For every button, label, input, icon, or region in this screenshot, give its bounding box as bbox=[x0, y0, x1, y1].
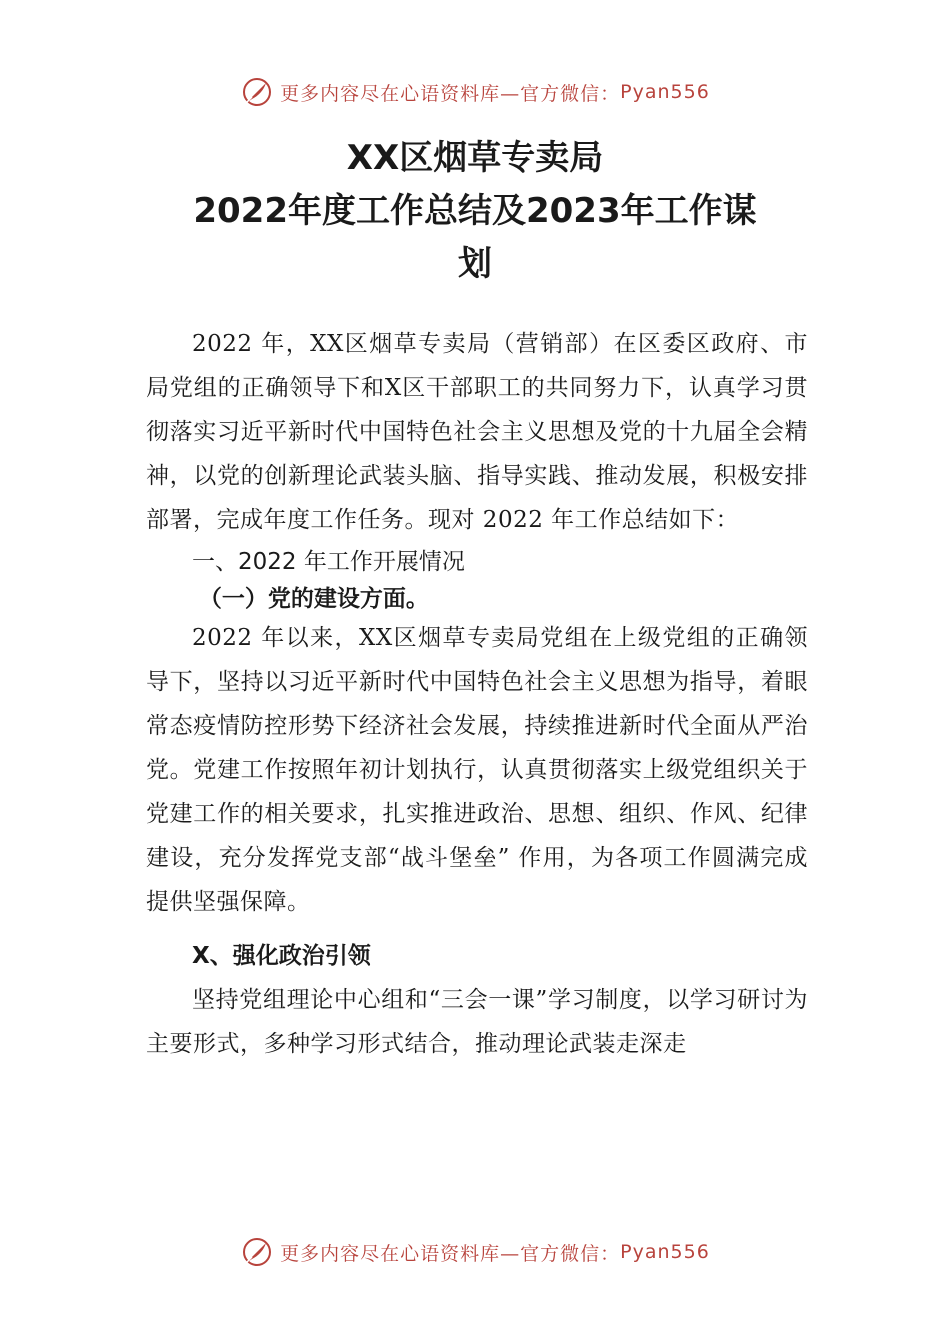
watermark-text: 更多内容尽在心语资料库—官方微信： bbox=[280, 1242, 621, 1265]
watermark-footer bbox=[0, 1232, 950, 1272]
political-guidance-heading: X、强化政治引领 bbox=[192, 943, 371, 969]
quill-logo-icon bbox=[240, 75, 274, 109]
document-body bbox=[146, 322, 808, 1066]
intro-paragraph: 2022 年，XX区烟草专卖局（营销部）在区委区政府、市局党组的正确领导下和X区干部职工的共同努力下，认真学习贯彻落实习近平新时代中国特色社会主义思想及党的十九届全会精神，以党的创新理论武装头脑、指导实践、推动发展，积极安排部署，完成年度工作任务。现对 2022 年工作总结如下： bbox=[146, 331, 808, 533]
watermark-wechat-id: Pyan556 bbox=[620, 1241, 710, 1263]
study-system-paragraph: 坚持党组理论中心组和“三会一课”学习制度，以学习研讨为主要形式，多种学习形式结合，推动理论武装走深走 bbox=[146, 987, 808, 1057]
watermark-wechat-id: Pyan556 bbox=[620, 81, 710, 103]
subsection-heading-1: （一）党的建设方面。 bbox=[198, 586, 429, 612]
document-title bbox=[0, 132, 950, 291]
title-line-3: 划 bbox=[458, 244, 492, 284]
watermark-text: 更多内容尽在心语资料库—官方微信： bbox=[280, 82, 621, 105]
title-line-2: 2022年度工作总结及2023年工作谋 bbox=[193, 191, 757, 231]
title-line-1: XX区烟草专卖局 bbox=[346, 138, 604, 178]
quill-logo-icon bbox=[240, 1235, 274, 1269]
party-building-paragraph: 2022 年以来，XX区烟草专卖局党组在上级党组的正确领导下，坚持以习近平新时代中国特色社会主义思想为指导，着眼常态疫情防控形势下经济社会发展，持续推进新时代全面从严治党。党建工作按照年初计划执行，认真贯彻落实上级党组织关于党建工作的相关要求，扎实推进政治、思想、组织、作风、纪律建设，充分发挥党支部“战斗堡垒” 作用，为各项工作圆满完成提供坚强保障。 bbox=[146, 625, 808, 915]
section-heading-1: 一、2022 年工作开展情况 bbox=[192, 549, 465, 575]
watermark-header bbox=[0, 72, 950, 112]
